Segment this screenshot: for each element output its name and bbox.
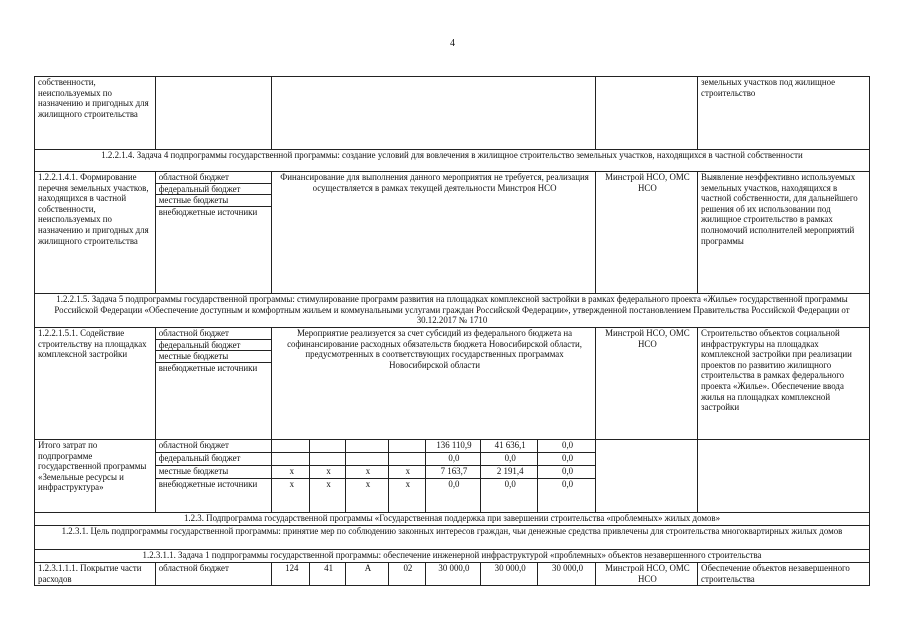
amount-cell: 2 191,4 [481, 466, 538, 479]
amount-cell: 0,0 [538, 440, 595, 453]
source-item: местные бюджеты [156, 351, 272, 363]
amount-cell: 41 636,1 [481, 440, 538, 453]
amount-cell: 136 110,9 [425, 440, 480, 453]
task-1-header: 1.2.3.1.1. Задача 1 подпрограммы государственной программы: обеспечение инженерной инфраструктурой «проблемных» объектов незавершенного строительства [35, 550, 870, 563]
code-cell [272, 453, 310, 466]
table-row [35, 172, 870, 294]
code-cell: x [272, 479, 310, 513]
executor-cell: Минстрой НСО, ОМС НСО [595, 328, 697, 440]
code-cell: x [310, 479, 346, 513]
financing-note: Финансирование для выполнения данного мероприятия не требуется, реализация осуществляется в рамках текущей деятельности Минстроя НСО [272, 172, 595, 294]
code-cell [346, 453, 389, 466]
total-row [35, 440, 870, 453]
amount-cell: 0,0 [425, 479, 480, 513]
total-name: Итого затрат по подпрограмме государственной программы «Земельные ресурсы и инфраструктура» [35, 440, 156, 513]
code-cell: x [388, 466, 425, 479]
code-cell: x [388, 479, 425, 513]
executor-cell: Минстрой НСО, ОМС НСО [595, 172, 697, 294]
code-cell [310, 440, 346, 453]
code-cell: 124 [272, 563, 310, 586]
table-row [35, 77, 870, 150]
result-cell: Выявление неэффективно используемых земельных участков, находящихся в частной собственности, для дальнейшего решения об их использовании под жилищное строительство в рамках полномочий исполнителей мероприятий программы [698, 172, 870, 294]
amount-cell: 30 000,0 [425, 563, 480, 586]
result-cell [698, 440, 870, 513]
source-item: федеральный бюджет [156, 340, 272, 352]
task-header-row [35, 150, 870, 172]
subprogram-header-row [35, 513, 870, 526]
amount-cell: 30 000,0 [538, 563, 595, 586]
code-cell: x [310, 466, 346, 479]
task-5-header: 1.2.2.1.5. Задача 5 подпрограммы государственной программы: стимулирование программ развития на площадках комплексной застройки в рамках федерального проекта «Жилье» государственной программы Российской Федерации «Обеспечение доступным и комфортным жильем и коммунальными услугами граждан Российской Федерации», утвержденной постановлением Правительства Российской Федерации от 30.12.2017 № 1710 [35, 294, 870, 328]
code-cell: 41 [310, 563, 346, 586]
code-cell: А [346, 563, 389, 586]
measure-name: 1.2.2.1.4.1. Формирование перечня земельных участков, находящихся в частной собственности, неиспользуемых по назначению и пригодных для жилищного строительства [35, 172, 156, 294]
code-cell [310, 453, 346, 466]
table-row [35, 328, 870, 440]
code-cell [346, 440, 389, 453]
measure-name: собственности, неиспользуемых по назначению и пригодных для жилищного строительства [35, 77, 156, 150]
program-table [34, 76, 870, 586]
source-cell: областной бюджет [155, 563, 272, 586]
code-cell: x [272, 466, 310, 479]
amount-cell: 30 000,0 [481, 563, 538, 586]
sources-list [155, 328, 272, 440]
goal-header: 1.2.3.1. Цель подпрограммы государственной программы: принятие мер по соблюдению законных интересов граждан, чьи денежные средства привлечены для строительства многоквартирных жилых домов [35, 526, 870, 550]
code-cell [272, 440, 310, 453]
table-row [35, 563, 870, 586]
source-item: внебюджетные источники [158, 362, 258, 373]
source-item: федеральный бюджет [156, 184, 272, 196]
total-source: местные бюджеты [155, 466, 272, 479]
total-source: областной бюджет [155, 440, 272, 453]
result-cell: земельных участков под жилищное строительство [698, 77, 870, 150]
task-4-header: 1.2.2.1.4. Задача 4 подпрограммы государственной программы: создание условий для вовлечения в жилищное строительство земельных участков, находящихся в частной собственности [35, 150, 870, 172]
measure-name: 1.2.3.1.1.1. Покрытие части расходов [35, 563, 156, 586]
result-cell: Строительство объектов социальной инфраструктуры на площадках комплексной застройки при реализации проектов по развитию жилищного строительства в рамках федерального проекта «Жилье». Обеспечение ввода жилья на площадках комплексной застройки [698, 328, 870, 440]
executor-cell [595, 77, 697, 150]
total-source: внебюджетные источники [155, 479, 272, 513]
financing-note: Мероприятие реализуется за счет субсидий из федерального бюджета на софинансирование расходных обязательств бюджета Новосибирской области, предусмотренных в соответствующих государственных программах Новосибирской области [272, 328, 595, 440]
source-item: областной бюджет [156, 328, 272, 340]
code-cell [388, 440, 425, 453]
page-number: 4 [450, 38, 455, 49]
executor-cell: Минстрой НСО, ОМС НСО [595, 563, 697, 586]
source-cell [155, 77, 272, 150]
amount-cell: 0,0 [538, 466, 595, 479]
result-cell: Обеспечение объектов незавершенного строительства [698, 563, 870, 586]
goal-header-row [35, 526, 870, 550]
task-header-row [35, 550, 870, 563]
source-item: внебюджетные источники [158, 206, 258, 217]
code-cell [388, 453, 425, 466]
amount-cell: 0,0 [481, 479, 538, 513]
sources-list [155, 172, 272, 294]
code-cell: x [346, 479, 389, 513]
amount-cell: 0,0 [538, 453, 595, 466]
task-header-row [35, 294, 870, 328]
amount-cell: 0,0 [538, 479, 595, 513]
amount-cell: 7 163,7 [425, 466, 480, 479]
financing-cell [272, 77, 595, 150]
source-item: областной бюджет [156, 172, 272, 184]
amount-cell: 0,0 [425, 453, 480, 466]
executor-cell [595, 440, 697, 513]
total-source: федеральный бюджет [155, 453, 272, 466]
subprogram-header: 1.2.3. Подпрограмма государственной программы «Государственная поддержка при завершении строительства «проблемных» жилых домов» [35, 513, 870, 526]
code-cell: x [346, 466, 389, 479]
source-item: местные бюджеты [156, 195, 272, 207]
measure-name: 1.2.2.1.5.1. Содействие строительству на площадках комплексной застройки [35, 328, 156, 440]
amount-cell: 0,0 [481, 453, 538, 466]
code-cell: 02 [388, 563, 425, 586]
